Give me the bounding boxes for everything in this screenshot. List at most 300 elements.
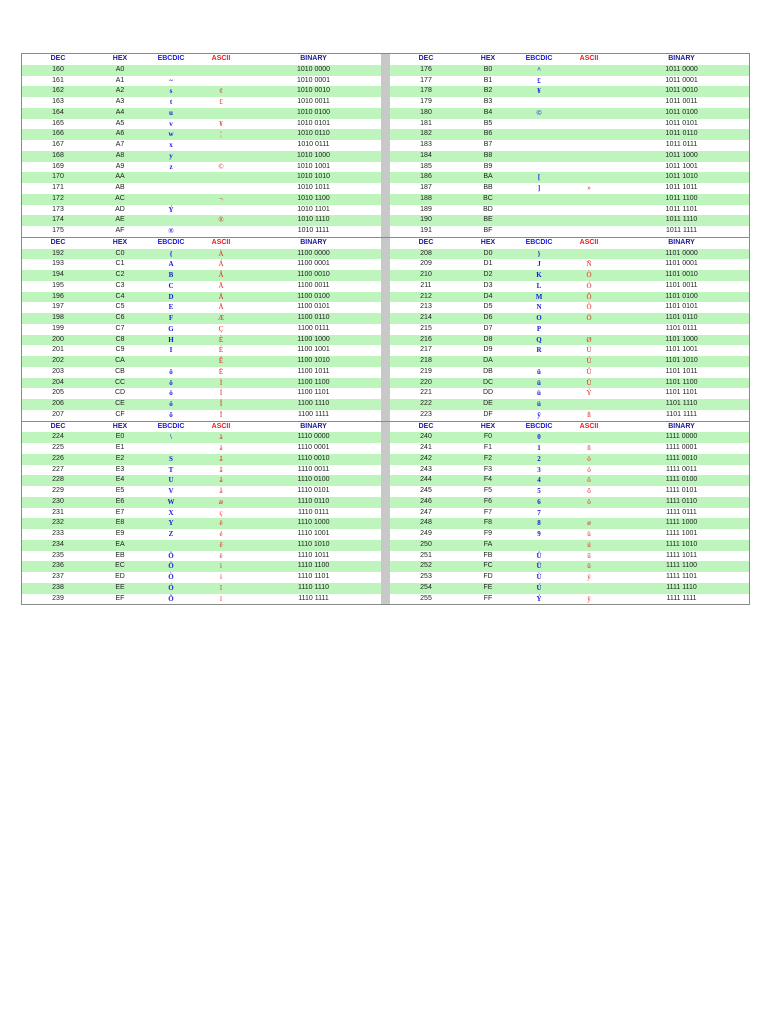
binary-cell: 1100 0011 <box>297 281 330 289</box>
ebcdic-cell <box>514 215 564 226</box>
hex-cell: BC <box>483 194 493 202</box>
ascii-cell: ê <box>219 540 223 549</box>
ebcdic-cell: v <box>169 119 173 128</box>
ascii-cell: í <box>220 573 222 581</box>
binary-cell: 1111 1100 <box>665 562 697 570</box>
binary-cell: 1011 1000 <box>665 151 698 159</box>
binary-cell: 1110 1111 <box>298 594 329 602</box>
dec-cell: 217 <box>420 346 432 354</box>
binary-cell: 1010 0011 <box>297 98 330 105</box>
table-row <box>22 475 381 486</box>
ascii-cell <box>196 65 246 76</box>
ascii-cell: Ô <box>586 292 592 301</box>
hex-header: HEX <box>480 238 496 246</box>
ascii-cell <box>564 583 614 594</box>
ebcdic-cell: y <box>169 151 173 160</box>
ebcdic-cell <box>514 226 564 237</box>
ascii-cell: ÿ <box>587 594 591 603</box>
dec-cell: 178 <box>420 87 432 95</box>
dec-cell: 237 <box>52 573 64 580</box>
binary-cell: 1011 1001 <box>665 162 698 170</box>
ebcdic-cell <box>514 140 564 151</box>
binary-cell: 1101 0101 <box>665 303 698 311</box>
hex-cell: A8 <box>115 151 125 159</box>
ebcdic-cell: z <box>169 162 173 171</box>
hex-header: HEX <box>112 422 128 430</box>
binary-cell: 1011 0010 <box>665 87 698 95</box>
ebcdic-cell: V <box>168 487 174 495</box>
table-row <box>390 302 749 313</box>
ebcdic-cell: w <box>168 130 174 139</box>
table-row <box>22 259 381 270</box>
ascii-cell: Ò <box>586 271 592 279</box>
ascii-cell <box>564 172 614 183</box>
binary-cell: 1011 1111 <box>665 227 697 234</box>
binary-cell: 1100 1101 <box>297 389 330 397</box>
dec-cell: 251 <box>420 551 432 559</box>
dec-cell: 246 <box>420 497 432 505</box>
ascii-cell: ¢ <box>219 87 223 96</box>
table-row <box>22 378 381 389</box>
ebcdic-cell: C <box>168 281 174 290</box>
dec-cell: 255 <box>420 594 432 602</box>
ascii-cell <box>564 119 614 130</box>
binary-cell: 1110 0000 <box>297 433 330 441</box>
ascii-cell: î <box>220 583 222 592</box>
ascii-cell: £ <box>219 98 223 106</box>
ascii-cell: ç <box>219 508 223 517</box>
hex-cell: CF <box>115 410 125 418</box>
table-row <box>22 97 381 108</box>
dec-cell: 206 <box>52 400 64 407</box>
table-row <box>390 97 749 108</box>
ascii-cell: ¦ <box>220 130 222 139</box>
binary-cell: 1101 1100 <box>665 378 698 386</box>
table-row <box>390 259 749 270</box>
hex-cell: F0 <box>483 433 493 441</box>
dec-cell: 189 <box>420 205 432 213</box>
dec-cell: 187 <box>420 184 432 191</box>
ascii-cell: Ø <box>586 335 592 344</box>
dec-cell: 191 <box>420 227 432 234</box>
table-row <box>390 76 749 87</box>
binary-header: BINARY <box>668 55 695 62</box>
hex-cell: B4 <box>483 108 493 116</box>
table-row <box>22 529 381 540</box>
ascii-cell: ò <box>587 454 591 463</box>
binary-cell: 1110 0111 <box>297 508 329 516</box>
dec-cell: 170 <box>52 173 64 181</box>
binary-cell: 1010 1100 <box>297 194 330 202</box>
table-row <box>22 324 381 335</box>
table-row <box>390 572 749 583</box>
ebcdic-header: EBCDIC <box>525 238 553 246</box>
ebcdic-cell: Ú <box>536 583 542 592</box>
ebcdic-cell: Ü <box>536 562 542 571</box>
table-row <box>22 313 381 324</box>
table-block <box>21 421 750 606</box>
ebcdic-cell <box>146 194 196 205</box>
dec-cell: 252 <box>420 562 432 570</box>
dec-cell: 197 <box>52 303 64 311</box>
ascii-header: ASCII <box>211 422 231 430</box>
binary-cell: 1010 0110 <box>297 130 330 138</box>
ebcdic-cell: Ó <box>168 583 174 592</box>
binary-cell: 1101 0100 <box>665 292 698 300</box>
hex-cell: B8 <box>483 151 493 159</box>
table-row <box>22 140 381 151</box>
dec-cell: 169 <box>52 162 64 170</box>
ascii-cell: ã <box>219 465 223 474</box>
hex-cell: C0 <box>115 249 125 257</box>
binary-cell: 1010 0010 <box>296 87 331 95</box>
dec-header: DEC <box>418 55 434 62</box>
ebcdic-cell <box>514 129 564 140</box>
hex-cell: B6 <box>483 130 493 138</box>
hex-cell: A0 <box>115 65 125 73</box>
hex-cell: C9 <box>115 346 125 354</box>
dec-cell: 193 <box>52 260 64 268</box>
dec-cell: 231 <box>52 508 64 516</box>
binary-cell: 1110 0110 <box>297 497 330 505</box>
binary-cell: 1101 1000 <box>665 335 698 343</box>
binary-cell: 1100 1010 <box>297 357 330 364</box>
hex-cell: DA <box>483 357 493 364</box>
ascii-header: ASCII <box>579 422 599 430</box>
dec-cell: 244 <box>420 476 432 484</box>
ebcdic-cell: H <box>168 335 174 344</box>
ebcdic-cell: [ <box>537 173 541 182</box>
ebcdic-cell: P <box>536 324 542 333</box>
ascii-cell: ö <box>587 497 591 506</box>
ascii-cell: ¥ <box>219 119 223 128</box>
hex-cell: D7 <box>483 324 493 332</box>
hex-cell: A9 <box>115 162 125 170</box>
ebcdic-cell <box>146 215 196 226</box>
hex-cell: BD <box>483 205 493 213</box>
binary-cell: 1100 1011 <box>297 367 330 375</box>
binary-cell: 1110 1000 <box>297 519 330 527</box>
ebcdic-cell: N <box>536 303 542 312</box>
hex-cell: EB <box>115 551 125 559</box>
ebcdic-cell <box>146 172 196 183</box>
dec-cell: 254 <box>420 583 432 591</box>
table-row <box>390 497 749 508</box>
ebcdic-header: EBCDIC <box>157 55 185 62</box>
table-row <box>390 540 749 551</box>
hex-cell: C1 <box>115 260 125 268</box>
ascii-cell: à <box>219 433 223 442</box>
hex-cell: C3 <box>115 281 125 289</box>
ebcdic-cell: Z <box>168 530 174 538</box>
ebcdic-cell <box>514 194 564 205</box>
table-row <box>22 270 381 281</box>
hex-cell: B2 <box>483 87 493 95</box>
ebcdic-cell: ö <box>169 378 173 387</box>
ascii-cell: Â <box>218 271 224 279</box>
table-row <box>22 465 381 476</box>
ebcdic-cell: ó <box>169 400 173 408</box>
hex-header: HEX <box>480 422 496 430</box>
ascii-cell: Ì <box>219 378 223 387</box>
ascii-cell: ß <box>587 410 591 419</box>
dec-cell: 238 <box>52 583 64 591</box>
hex-cell: A7 <box>115 141 125 148</box>
binary-cell: 1111 0011 <box>665 465 697 473</box>
binary-cell: 1010 0001 <box>296 76 331 84</box>
dec-cell: 184 <box>420 151 432 159</box>
dec-cell: 192 <box>52 249 64 257</box>
dec-cell: 186 <box>420 173 432 181</box>
ascii-cell: ä <box>219 476 223 485</box>
hex-cell: FE <box>483 583 493 591</box>
hex-cell: D2 <box>483 271 493 278</box>
table-row <box>390 410 749 421</box>
hex-cell: E2 <box>115 454 125 462</box>
binary-cell: 1110 1110 <box>297 583 329 591</box>
table-row <box>22 410 381 421</box>
ascii-cell: È <box>218 335 224 344</box>
hex-cell: B0 <box>483 65 493 73</box>
hex-cell: F5 <box>483 487 493 494</box>
hex-cell: D8 <box>483 335 493 343</box>
ascii-cell: Ö <box>586 314 592 322</box>
hex-cell: F1 <box>483 444 493 451</box>
hex-cell: D5 <box>483 303 493 311</box>
ascii-cell: ì <box>220 562 222 571</box>
hex-header: HEX <box>112 238 128 246</box>
ebcdic-cell: G <box>168 324 174 333</box>
ebcdic-cell: D <box>168 292 174 301</box>
table-row <box>22 561 381 572</box>
ebcdic-header: EBCDIC <box>525 422 553 430</box>
ascii-header: ASCII <box>579 55 599 62</box>
binary-cell: 1110 1001 <box>297 530 330 537</box>
table-row <box>22 508 381 519</box>
ebcdic-cell: Y <box>168 519 174 528</box>
ascii-cell <box>564 65 614 76</box>
binary-cell: 1110 1100 <box>297 562 330 570</box>
ebcdic-cell: ^ <box>536 65 542 74</box>
table-row <box>390 367 749 378</box>
ebcdic-cell: Ý <box>168 205 174 214</box>
dec-cell: 222 <box>420 400 432 407</box>
ebcdic-cell: © <box>536 108 542 117</box>
binary-cell: 1100 0001 <box>297 260 330 268</box>
header-row <box>22 238 381 249</box>
table-row <box>390 194 749 205</box>
ascii-cell: ô <box>587 476 591 485</box>
dec-cell: 215 <box>420 324 432 332</box>
ebcdic-cell <box>514 119 564 130</box>
ebcdic-cell: L <box>536 281 542 290</box>
table-block <box>21 53 750 237</box>
ebcdic-cell: ¥ <box>537 87 541 96</box>
hex-cell: A5 <box>115 119 125 127</box>
ebcdic-cell <box>146 540 196 551</box>
table-row <box>390 226 749 237</box>
binary-cell: 1111 1011 <box>665 551 697 559</box>
ebcdic-cell: ò <box>169 389 173 398</box>
dec-cell: 245 <box>420 487 432 494</box>
table-row <box>390 443 749 454</box>
table-row <box>22 454 381 465</box>
binary-cell: 1011 0100 <box>665 108 698 116</box>
ebcdic-cell: ® <box>168 227 174 235</box>
ebcdic-cell: Ù <box>536 573 542 581</box>
hex-cell: AF <box>115 227 125 234</box>
dec-header: DEC <box>50 238 66 246</box>
binary-cell: 1010 1110 <box>297 216 330 224</box>
dec-header: DEC <box>50 55 66 62</box>
dec-cell: 232 <box>52 519 64 527</box>
table-row <box>390 345 749 356</box>
table-row <box>22 572 381 583</box>
table-row <box>22 151 381 162</box>
table-row <box>22 335 381 346</box>
ascii-cell <box>564 76 614 87</box>
hex-cell: D9 <box>483 346 493 354</box>
dec-cell: 250 <box>420 540 432 548</box>
ascii-cell <box>196 205 246 216</box>
dec-cell: 181 <box>420 119 432 127</box>
binary-cell: 1100 1110 <box>297 400 330 407</box>
dec-cell: 190 <box>420 216 432 224</box>
ebcdic-cell: 5 <box>537 487 541 495</box>
binary-cell: 1111 1001 <box>665 530 698 537</box>
binary-cell: 1110 0100 <box>297 476 330 484</box>
table-row <box>22 226 381 237</box>
dec-cell: 240 <box>420 433 432 441</box>
ebcdic-cell <box>514 162 564 173</box>
ebcdic-cell: I <box>169 346 173 355</box>
ascii-cell: å <box>219 487 223 495</box>
ebcdic-cell: U <box>168 476 174 485</box>
hex-cell: A2 <box>115 87 125 95</box>
dec-cell: 167 <box>52 141 64 148</box>
table-row <box>22 388 381 399</box>
table-row <box>390 594 749 605</box>
hex-cell: E8 <box>115 519 125 527</box>
ebcdic-cell: Û <box>536 551 542 560</box>
hex-cell: E0 <box>115 433 125 441</box>
ascii-cell: Ý <box>586 389 592 398</box>
dec-cell: 172 <box>52 194 64 202</box>
column-separator <box>381 238 390 421</box>
hex-cell: F3 <box>483 465 493 473</box>
hex-cell: AD <box>115 205 125 213</box>
binary-cell: 1010 0101 <box>296 119 331 127</box>
ebcdic-cell: Q <box>536 335 542 344</box>
dec-cell: 174 <box>52 216 64 224</box>
dec-cell: 248 <box>420 519 432 527</box>
dec-cell: 183 <box>420 141 432 148</box>
dec-cell: 160 <box>52 65 64 73</box>
binary-header: BINARY <box>668 422 695 430</box>
ascii-cell: É <box>218 346 224 355</box>
table-row <box>22 249 381 260</box>
hex-cell: FB <box>483 551 493 559</box>
ebcdic-header: EBCDIC <box>157 422 185 430</box>
table-row <box>22 108 381 119</box>
hex-cell: FF <box>483 594 493 602</box>
ebcdic-cell: 2 <box>537 454 541 463</box>
hex-cell: F6 <box>483 497 493 505</box>
binary-cell: 1111 0010 <box>665 454 698 462</box>
hex-cell: E7 <box>115 508 125 516</box>
dec-cell: 204 <box>52 378 64 386</box>
hex-cell: E9 <box>115 530 125 537</box>
hex-cell: A3 <box>115 98 125 105</box>
ebcdic-cell: X <box>168 508 174 517</box>
ebcdic-cell <box>514 540 564 551</box>
dec-cell: 230 <box>52 497 64 505</box>
dec-cell: 166 <box>52 130 64 138</box>
dec-cell: 223 <box>420 410 432 418</box>
hex-cell: B9 <box>483 162 493 170</box>
binary-cell: 1100 1000 <box>297 335 330 343</box>
ascii-cell: ó <box>587 465 591 474</box>
table-row <box>390 281 749 292</box>
binary-cell: 1101 0011 <box>665 281 698 289</box>
binary-cell: 1101 0000 <box>665 249 698 257</box>
ebcdic-cell: 1 <box>537 444 541 452</box>
binary-cell: 1010 0111 <box>297 141 330 148</box>
table-row <box>390 561 749 572</box>
ebcdic-cell: u <box>169 108 173 117</box>
ebcdic-cell: B <box>168 271 174 279</box>
dec-cell: 239 <box>52 594 64 602</box>
ascii-cell: ø <box>587 519 591 528</box>
dec-cell: 226 <box>52 454 64 462</box>
ebcdic-cell: 4 <box>537 476 541 485</box>
hex-cell: C4 <box>115 292 125 300</box>
ascii-cell: ú <box>587 540 591 549</box>
hex-cell: F4 <box>483 476 493 484</box>
dec-cell: 219 <box>420 367 432 375</box>
hex-cell: B7 <box>483 141 493 148</box>
ebcdic-cell: M <box>535 292 543 301</box>
hex-cell: E4 <box>115 476 125 484</box>
binary-cell: 1100 0010 <box>297 271 330 278</box>
table-row <box>390 388 749 399</box>
table-row <box>390 119 749 130</box>
ascii-cell: Ñ <box>586 260 592 269</box>
ebcdic-cell: Ö <box>168 562 174 571</box>
ebcdic-cell: ú <box>537 400 541 408</box>
hex-cell: CC <box>114 378 126 386</box>
ebcdic-cell: J <box>537 260 541 269</box>
dec-cell: 208 <box>420 249 432 257</box>
dec-cell: 162 <box>52 87 64 95</box>
table-row <box>22 86 381 97</box>
ebcdic-cell <box>514 97 564 108</box>
table-row <box>390 529 749 540</box>
ascii-cell <box>564 151 614 162</box>
header-row <box>390 422 749 433</box>
table-half-left <box>22 238 381 421</box>
ascii-cell: ñ <box>587 444 591 452</box>
table-half-left <box>22 54 381 237</box>
ebcdic-cell <box>514 205 564 216</box>
binary-cell: 1110 1101 <box>297 573 330 580</box>
ascii-cell: û <box>587 551 591 560</box>
ebcdic-cell: x <box>169 141 173 149</box>
dec-cell: 175 <box>52 227 64 234</box>
ebcdic-cell <box>146 65 196 76</box>
table-half-right <box>390 238 749 421</box>
binary-cell: 1111 1010 <box>665 540 698 548</box>
